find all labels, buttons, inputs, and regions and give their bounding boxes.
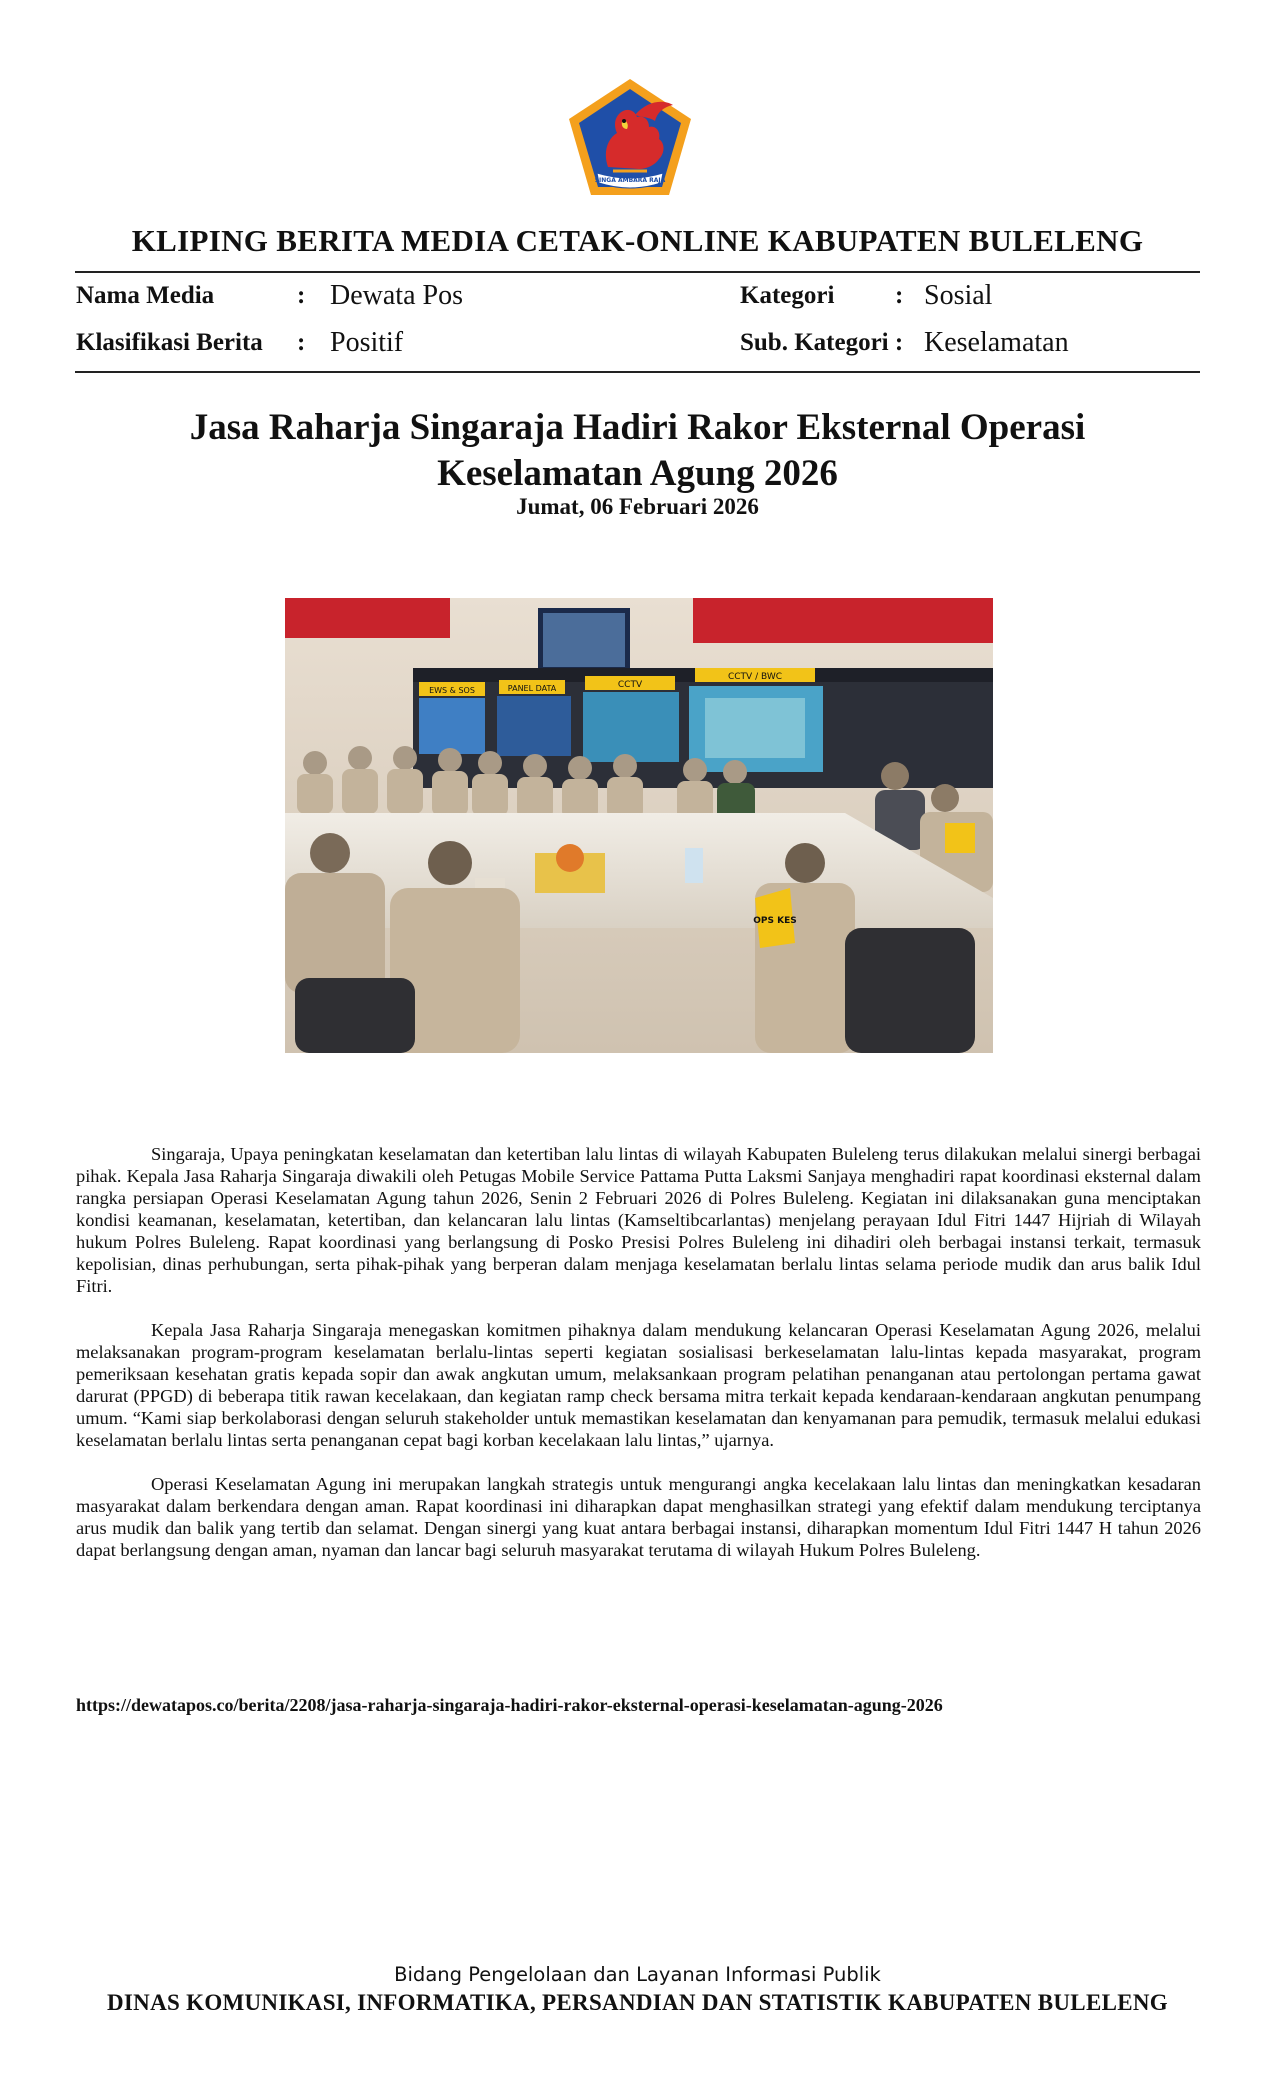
media-name-label: Nama Media — [76, 282, 215, 309]
screen-label-ews: EWS & SOS — [429, 686, 475, 695]
subcategory-label: Sub. Kategori : — [740, 329, 904, 356]
category-label-cell — [740, 280, 834, 310]
top-divider — [75, 271, 1200, 273]
media-name-separator: : — [297, 282, 306, 309]
source-link[interactable]: https://dewatapos.co/berita/2208/jasa-raharja-singaraja-hadiri-rakor-eksternal-operasi-keselamatan-agung-2026 — [76, 1695, 943, 1715]
masthead-title: KLIPING BERITA MEDIA CETAK-ONLINE KABUPATEN BULELENG — [131, 223, 1144, 258]
screen-label-cctv-bwc: CCTV / BWC — [727, 672, 783, 682]
article-paragraph-1: Singaraja, Upaya peningkatan keselamatan dan ketertiban lalu lintas di wilayah Kabupaten Buleleng terus dilakukan melalui sinergi berbagai pihak. Kepala Jasa Raharja Singaraja diwakili oleh Petugas Mobile Service Pattama Putta Laksmi Sanjaya menghadiri rapat koordinasi eksternal dalam rangka persiapan Operasi Keselamatan Agung tahun 2026, Senin 2 Februari 2026 di Polres Buleleng. Kegiatan ini dilaksanakan guna menciptakan kondisi keamanan, keselamatan, ketertiban, dan kelancaran lalu lintas (Kamseltibcarlantas) menjelang perayaan Idul Fitri 1447 Hijriah di Wilayah hukum Polres Buleleng. Rapat koordinasi yang berlangsung di Posko Presisi Polres Buleleng ini dihadiri oleh berbagai instansi terkait, termasuk kepolisian, dinas perhubungan, serta pihak-pihak yang berperan dalam menjaga keselamatan berlalu lintas selama periode mudik dan arus balik Idul Fitri. — [76, 1144, 1201, 1296]
classification-value-cell — [330, 327, 403, 359]
classification-label: Klasifikasi Berita — [76, 329, 263, 356]
article-date: Jumat, 06 Februari 2026 — [516, 494, 759, 519]
photo-vest-text: OPS KES — [753, 916, 797, 926]
media-name-value-cell — [330, 280, 463, 312]
category-value: Sosial — [924, 280, 993, 311]
classification-label-cell — [76, 327, 263, 357]
subcategory-label-cell — [740, 327, 903, 357]
headline-line-1: Jasa Raharja Singaraja Hadiri Rakor Eksternal Operasi — [189, 407, 1086, 448]
category-label: Kategori — [740, 282, 835, 309]
classification-value: Positif — [330, 327, 404, 358]
footer-unit: Bidang Pengelolaan dan Layanan Informasi Publik — [394, 1963, 881, 1986]
logo-motto: SINGA AMBARA RAJA — [594, 177, 666, 184]
category-separator: : — [895, 282, 904, 309]
article-headline — [100, 405, 1175, 497]
article-paragraph-2: Kepala Jasa Raharja Singaraja menegaskan komitmen pihaknya dalam mendukung kelancaran Operasi Keselamatan Agung 2026, melalui melaksanakan program-program keselamatan berlalu-lintas seperti kegiatan sosialisasi berkeselamatan lalu-lintas kepada masyarakat, program pemeriksaan kesehatan gratis kepada sopir dan awak angkutan umum, melaksankaan program pelatihan penanganan atau pertolongan pertama gawat darurat (PPGD) di beberapa titik rawan kecelakaan, dan kegiatan ramp check bersama mitra terkait kepada kendaraan-kendaraan angkutan penumpang umum. “Kami siap berkolaborasi dengan seluruh stakeholder untuk memastikan keselamatan dan kenyamanan para pemudik, termasuk melalui edukasi keselamatan berlalu lintas serta penanganan cepat bagi korban kecelakaan lalu lintas,” ujarnya. — [76, 1320, 1201, 1450]
category-value-cell — [924, 280, 992, 312]
meta-divider — [75, 371, 1200, 373]
article-paragraph-3: Operasi Keselamatan Agung ini merupakan langkah strategis untuk mengurangi angka kecelakaan lalu lintas dan meningkatkan kesadaran masyarakat dalam berkendara dengan aman. Rapat koordinasi ini diharapkan dapat menghasilkan strategi yang efektif dalam mendukung terciptanya arus mudik dan balik yang tertib dan selamat. Dengan sinergi yang kuat antara berbagai instansi, diharapkan momentum Idul Fitri 1447 H tahun 2026 dapat berlangsung dengan aman, nyaman dan lancar bagi seluruh masyarakat terutama di wilayah Hukum Polres Buleleng. — [76, 1474, 1201, 1560]
subcategory-value-cell — [924, 327, 1069, 359]
media-name-label-cell — [76, 280, 214, 310]
article-body — [76, 1143, 1201, 1583]
screen-label-cctv: CCTV — [617, 680, 643, 690]
headline-line-2: Keselamatan Agung 2026 — [437, 453, 838, 494]
regency-logo — [563, 75, 697, 199]
article-photo — [285, 598, 993, 1053]
footer-agency: DINAS KOMUNIKASI, INFORMATIKA, PERSANDIAN DAN STATISTIK KABUPATEN BULELENG — [107, 1990, 1168, 2015]
screen-label-panel: PANEL DATA — [507, 684, 557, 693]
subcategory-value: Keselamatan — [924, 327, 1069, 358]
media-name-value: Dewata Pos — [330, 280, 463, 311]
classification-separator: : — [297, 329, 306, 356]
